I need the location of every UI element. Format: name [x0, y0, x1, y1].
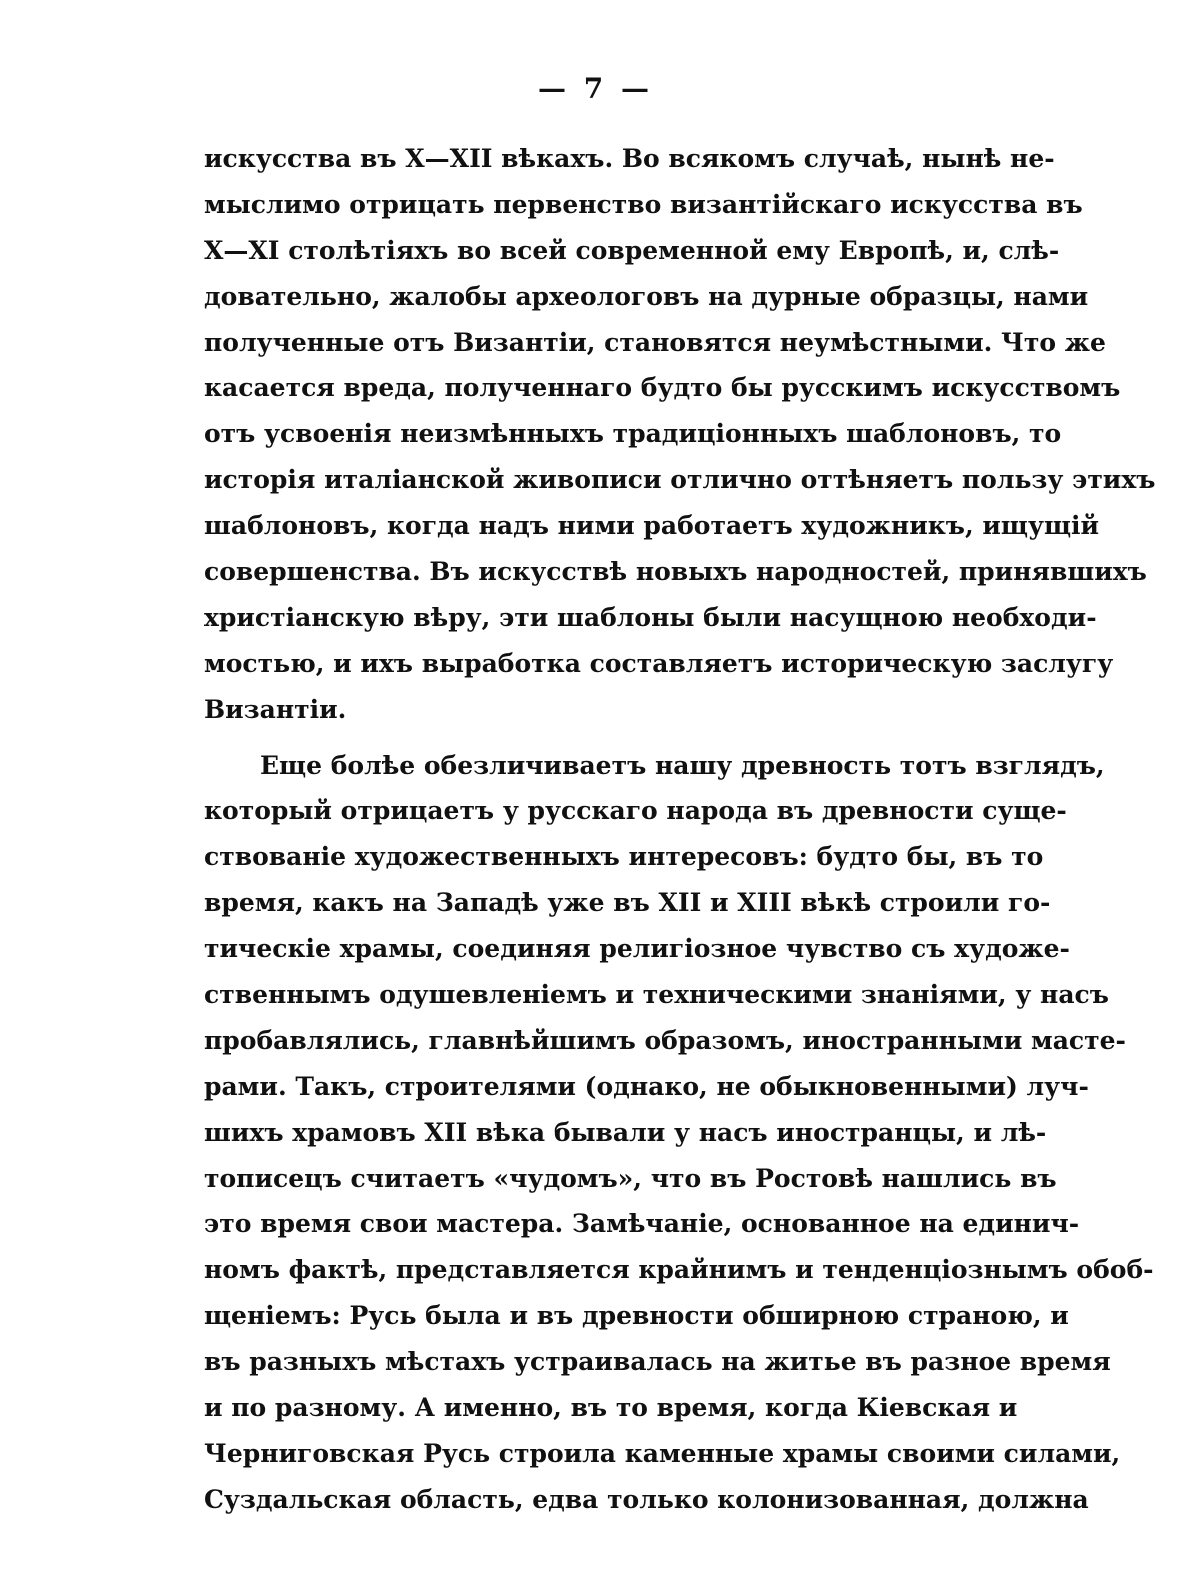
text-line: пробавлялись, главнѣйшимъ образомъ, иностранными масте- [204, 1025, 1126, 1055]
text-line: Еще болѣе обезличиваетъ нашу древность тотъ взглядъ, [260, 750, 1105, 780]
text-line: тическіе храмы, соединяя религіозное чувство съ художе- [204, 934, 1070, 964]
text-line: шаблоновъ, когда надъ ними работаетъ художникъ, ищущій [204, 511, 1100, 541]
paragraph-1 [204, 136, 1156, 733]
text-line: щеніемъ: Русь была и въ древности обширною страною, и [204, 1301, 1069, 1331]
text-line: ственнымъ одушевленіемъ и техническими знаніями, у насъ [204, 980, 1109, 1010]
text-line: довательно, жалобы археологовъ на дурные образцы, нами [204, 281, 1089, 311]
text-line: номъ фактѣ, представляется крайнимъ и тенденціознымъ обоб- [204, 1255, 1154, 1285]
text-line: исторія италіанской живописи отлично оттѣняетъ пользу этихъ [204, 465, 1156, 495]
text-line: полученные отъ Византіи, становятся неумѣстными. Что же [204, 327, 1106, 357]
text-line: совершенства. Въ искусствѣ новыхъ народностей, принявшихъ [204, 557, 1147, 587]
text-line: касается вреда, полученнаго будто бы русскимъ искусствомъ [204, 373, 1121, 403]
text-line: мыслимо отрицать первенство византійскаго искусства въ [204, 189, 1083, 219]
text-line: ствованіе художественныхъ интересовъ: будто бы, въ то [204, 842, 1044, 872]
text-line: шихъ храмовъ XII вѣка бывали у насъ иностранцы, и лѣ- [204, 1117, 1047, 1147]
paragraph-2 [204, 743, 1154, 1523]
text-line: Византіи. [204, 694, 347, 724]
text-line: это время свои мастера. Замѣчаніе, основанное на единич- [204, 1209, 1080, 1239]
text-line: рами. Такъ, строителями (однако, не обыкновенными) луч- [204, 1071, 1089, 1101]
text-line: Черниговская Русь строила каменные храмы своими силами, [204, 1438, 1121, 1468]
text-line: христіанскую вѣру, эти шаблоны были насущною необходи- [204, 602, 1097, 632]
page-number: — 7 — [538, 72, 653, 105]
text-line: Суздальская область, едва только колонизованная, должна [204, 1484, 1089, 1514]
text-line: время, какъ на Западѣ уже въ XII и XIII вѣкѣ строили го- [204, 888, 1051, 918]
text-line: тописецъ считаетъ «чудомъ», что въ Ростовѣ нашлись въ [204, 1163, 1057, 1193]
text-line: отъ усвоенія неизмѣнныхъ традиціонныхъ шаблоновъ, то [204, 419, 1062, 449]
body-text [204, 136, 1156, 1523]
text-line: и по разному. А именно, въ то время, когда Кіевская и [204, 1393, 1018, 1423]
text-line: мостью, и ихъ выработка составляетъ историческую заслугу [204, 648, 1114, 678]
text-line: который отрицаетъ у русскаго народа въ древности суще- [204, 796, 1067, 826]
text-line: въ разныхъ мѣстахъ устраивалась на житье въ разное время [204, 1347, 1111, 1377]
text-line: X—XI столѣтіяхъ во всей современной ему Европѣ, и, слѣ- [204, 235, 1060, 265]
paragraph-spacer [204, 733, 1010, 743]
text-line: искусства въ X—XII вѣкахъ. Во всякомъ случаѣ, нынѣ не- [204, 144, 1055, 173]
